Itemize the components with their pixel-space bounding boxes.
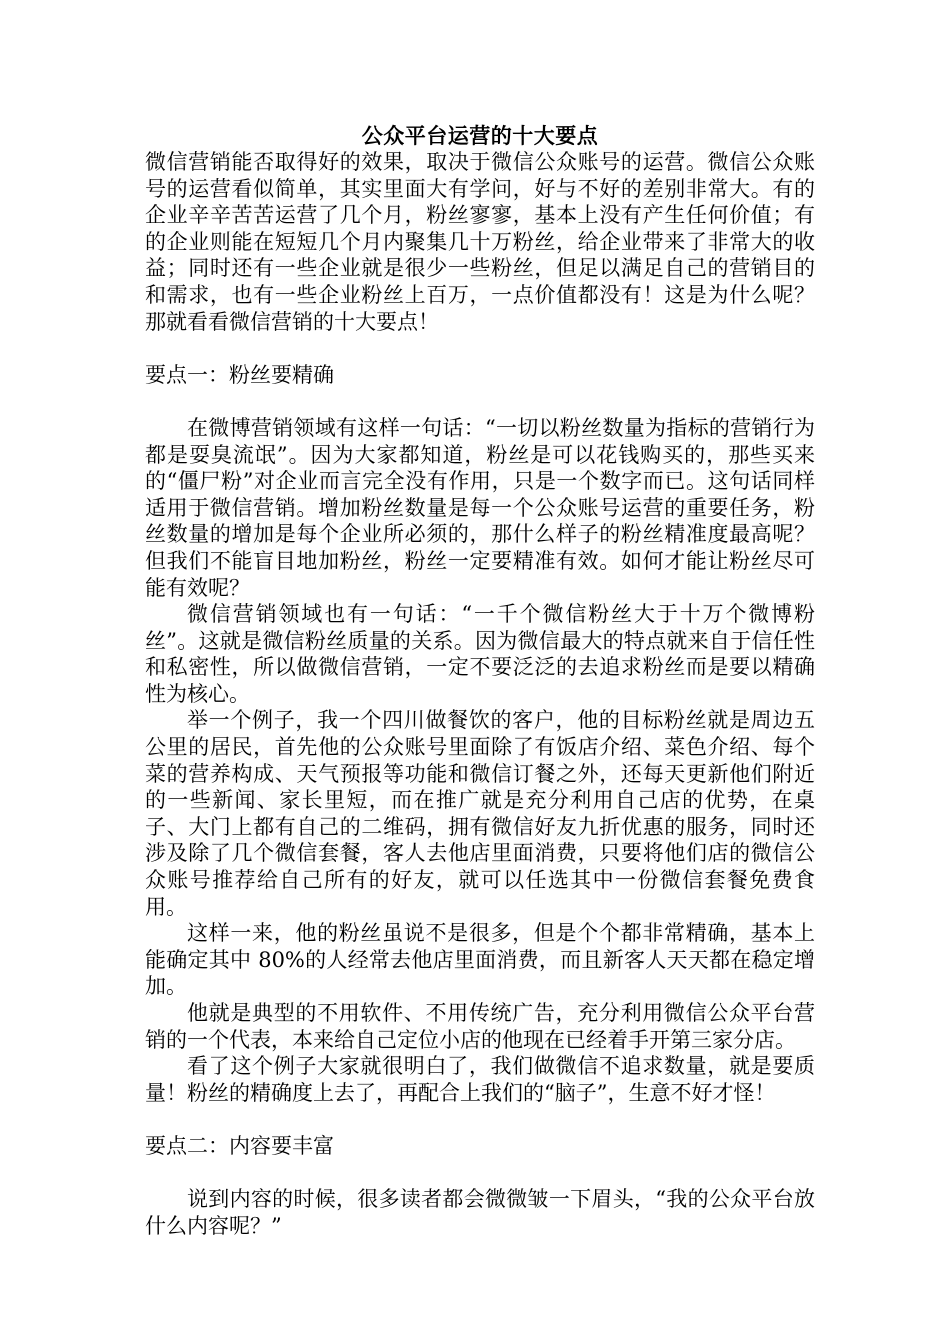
blank-line: [145, 1106, 815, 1133]
intro-paragraph: 微信营销能否取得好的效果，取决于微信公众账号的运营。微信公众账号的运营看似简单，其实里面大有学问，好与不好的差别非常大。有的企业辛辛苦苦运营了几个月，粉丝寥寥，基本上没有产生任何价值；有的企业则能在短短几个月内聚集几十万粉丝，给企业带来了非常大的收益；同时还有一些企业就是很少一些粉丝，但足以满足自己的营销目的和需求，也有一些企业粉丝上百万，一点价值都没有！这是为什么呢？那就看看微信营销的十大要点！: [145, 150, 815, 334]
section1-paragraph-2: 微信营销领域也有一句话：“一千个微信粉丝大于十万个微博粉丝”。这就是微信粉丝质量的关系。因为微信最大的特点就来自于信任性和私密性，所以做微信营销，一定不要泛泛的去追求粉丝而是要以精确性为核心。: [145, 602, 815, 706]
section2-heading: 要点二：内容要丰富: [145, 1133, 334, 1158]
blank-line: [145, 335, 815, 362]
section1-paragraph-5: 他就是典型的不用软件、不用传统广告，充分利用微信公众平台营销的一个代表，本来给自己定位小店的他现在已经着手开第三家分店。: [145, 1001, 815, 1052]
section1-paragraph-3: 举一个例子，我一个四川做餐饮的客户，他的目标粉丝就是周边五公里的居民，首先他的公众账号里面除了有饭店介绍、菜色介绍、每个菜的营养构成、天气预报等功能和微信订餐之外，还每天更新他们附近的一些新闻、家长里短，而在推广就是充分利用自己店的优势，在桌子、大门上都有自己的二维码，拥有微信好友九折优惠的服务，同时还涉及除了几个微信套餐，客人去他店里面消费，只要将他们店的微信公众账号推荐给自己所有的好友，就可以任选其中一份微信套餐免费食用。: [145, 708, 815, 919]
document-title: 公众平台运营的十大要点: [361, 123, 599, 148]
section2-paragraph-1: 说到内容的时候，很多读者都会微微皱一下眉头，“我的公众平台放什么内容呢？”: [145, 1187, 815, 1238]
section1-paragraph-4: 这样一来，他的粉丝虽说不是很多，但是个个都非常精确，基本上能确定其中 80%的人经常去他店里面消费，而且新客人天天都在稳定增加。: [145, 921, 815, 999]
section1-heading: 要点一：粉丝要精确: [145, 362, 334, 387]
section1-paragraph-1: 在微博营销领域有这样一句话：“一切以粉丝数量为指标的营销行为都是耍臭流氓”。因为大家都知道，粉丝是可以花钱购买的，那些买来的“僵尸粉”对企业而言完全没有作用，只是一个数字而已。这句话同样适用于微信营销。增加粉丝数量是每一个公众账号运营的重要任务，粉丝数量的增加是每个企业所必须的，那什么样子的粉丝精准度最高呢？但我们不能盲目地加粉丝，粉丝一定要精准有效。如何才能让粉丝尽可能有效呢？: [145, 415, 815, 600]
blank-line: [145, 1160, 815, 1187]
section1-paragraph-6: 看了这个例子大家就很明白了，我们做微信不追求数量，就是要质量！粉丝的精确度上去了，再配合上我们的“脑子”，生意不好才怪！: [145, 1054, 815, 1105]
blank-line: [145, 388, 815, 415]
document-body: [145, 122, 815, 1239]
